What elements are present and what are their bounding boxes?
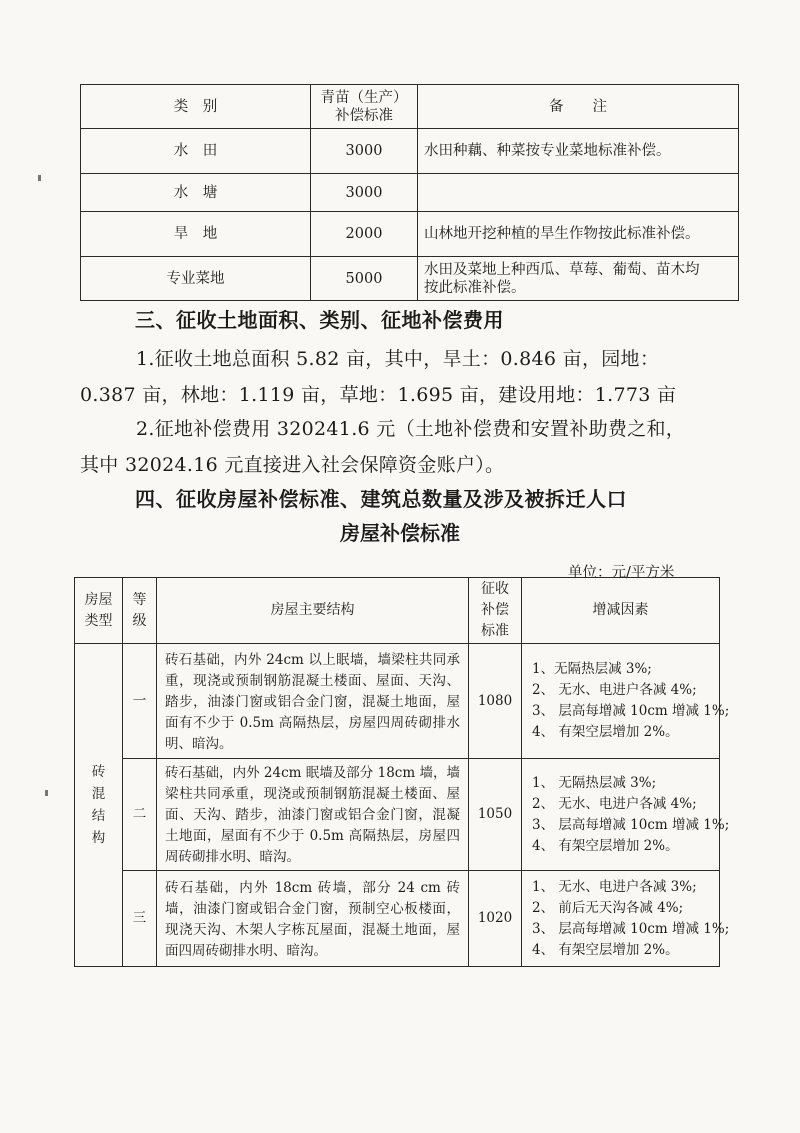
scan-speck [45, 790, 48, 796]
standard-cell: 5000 [311, 257, 418, 301]
table-row [81, 257, 739, 301]
table-row [75, 644, 720, 759]
header-category: 类 别 [81, 85, 311, 129]
table-header-row [81, 85, 739, 129]
unit-label: 单位：元/平方米 [568, 565, 675, 581]
house-type-cell: 砖 混 结 构 [75, 644, 123, 967]
house-compensation-table [74, 577, 730, 967]
grade-cell: 二 [123, 759, 157, 871]
category-cell: 专业菜地 [81, 257, 311, 301]
table-row [75, 871, 720, 967]
standard-cell: 3000 [311, 174, 418, 212]
table-row [81, 174, 739, 212]
remark-cell: 山林地开挖种植的旱生作物按此标准补偿。 [418, 212, 739, 257]
table-row [81, 129, 739, 174]
factors-cell: 1、 无隔热层减 3%; 2、 无水、电进户各减 4%; 3、 层高每增减 10cm 增减 1%; 4、 有架空层增加 2%。 [522, 759, 720, 871]
header-factors: 增减因素 [522, 578, 720, 644]
grade-cell: 三 [123, 871, 157, 967]
header-remark: 备 注 [418, 85, 739, 129]
category-cell: 水 田 [81, 129, 311, 174]
factors-cell: 1、无隔热层减 3%; 2、 无水、电进户各减 4%; 3、 层高每增减 10cm 增减 1%; 4、 有架空层增加 2%。 [522, 644, 720, 759]
section-4-heading: 四、征收房屋补偿标准、建筑总数量及涉及被拆迁人口 [135, 487, 627, 511]
standard-cell: 2000 [311, 212, 418, 257]
table-header-row [75, 578, 720, 644]
header-standard: 征收 补偿 标准 [469, 578, 522, 644]
header-structure: 房屋主要结构 [157, 578, 469, 644]
grade-cell: 一 [123, 644, 157, 759]
house-table-title: 房屋补偿标准 [340, 521, 460, 545]
structure-cell: 砖石基础，内外 18cm 砖墙，部分 24 cm 砖墙，油漆门窗或铝合金门窗，预制空心板楼面，现浇天沟、木架人字栋瓦屋面，混凝土地面，屋面四周砖砌排水明、暗沟。 [157, 871, 469, 967]
paragraph-1-line-1: 1.征收土地总面积 5.82 亩，其中，旱土：0.846 亩，园地： [136, 348, 660, 370]
scan-speck [38, 175, 41, 181]
table-row [81, 212, 739, 257]
standard-cell: 1080 [469, 644, 522, 759]
structure-cell: 砖石基础，内外 24cm 眠墙及部分 18cm 墙，墙梁柱共同承重，现浇或预制钢筋混凝土楼面、屋面、天沟、踏步，油漆门窗或铝合金门窗，混凝土地面，屋面有不少于 0.5m 高隔热层，房屋四周砖砌排水明、暗沟。 [157, 759, 469, 871]
paragraph-1-line-2: 0.387 亩，林地：1.119 亩，草地：1.695 亩，建设用地：1.773 亩 [80, 384, 677, 406]
paragraph-2-line-1: 2.征地补偿费用 320241.6 元（土地补偿费和安置补助费之和， [136, 418, 686, 440]
remark-cell: 水田种藕、种菜按专业菜地标准补偿。 [418, 129, 739, 174]
header-grade: 等 级 [123, 578, 157, 644]
standard-cell: 3000 [311, 129, 418, 174]
header-standard: 青苗（生产） 补偿标准 [311, 85, 418, 129]
category-cell: 旱 地 [81, 212, 311, 257]
remark-cell [418, 174, 739, 212]
standard-cell: 1020 [469, 871, 522, 967]
header-house-type: 房屋 类型 [75, 578, 123, 644]
seedling-compensation-table [80, 84, 739, 301]
remark-cell: 水田及菜地上种西瓜、草莓、葡萄、苗木均 按此标准补偿。 [418, 257, 739, 301]
standard-cell: 1050 [469, 759, 522, 871]
paragraph-2-line-2: 其中 32024.16 元直接进入社会保障资金账户）。 [80, 454, 505, 476]
table-row [75, 759, 720, 871]
section-3-heading: 三、征收土地面积、类别、征地补偿费用 [135, 308, 504, 332]
factors-cell: 1、 无水、电进户各减 3%; 2、 前后无天沟各减 4%; 3、 层高每增减 10cm 增减 1%; 4、 有架空层增加 2%。 [522, 871, 720, 967]
category-cell: 水 塘 [81, 174, 311, 212]
structure-cell: 砖石基础，内外 24cm 以上眠墙，墙梁柱共同承重，现浇或预制钢筋混凝土楼面、屋面、天沟、踏步，油漆门窗或铝合金门窗，混凝土地面，屋面有不少于 0.5m 高隔热层，房屋四周砖砌排水明、暗沟。 [157, 644, 469, 759]
